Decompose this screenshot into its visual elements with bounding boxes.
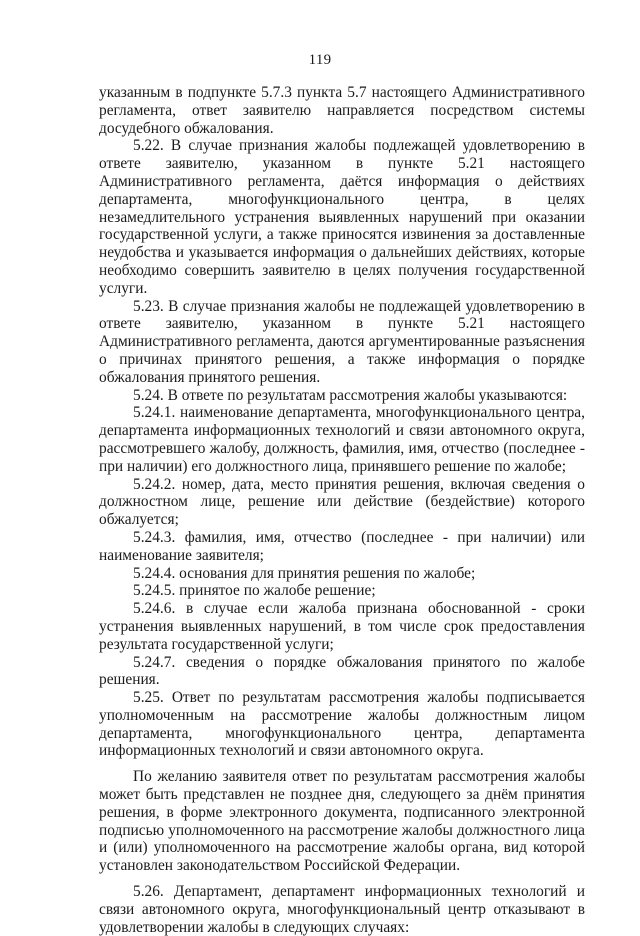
paragraph-5-24-2: 5.24.2. номер, дата, место принятия решения, включая сведения о должностном лице, решение или действие (бездействие) которого обжалуется; <box>99 475 585 529</box>
paragraph-5-22: 5.22. В случае признания жалобы подлежащей удовлетворению в ответе заявителю, указанном в пункте 5.21 настоящего Административного регламента, даётся информация о действиях департамента, многофункционального центра, в целях незамедлительного устранения выявленных нарушений при оказании государственной услуги, а также приносятся извинения за доставленные неудобства и указывается информация о дальнейших действиях, которые необходимо совершить заявителю в целях получения государственной услуги. <box>99 137 585 297</box>
paragraph-5-26: 5.26. Департамент, департамент информационных технологий и связи автономного округа, многофункциональный центр отказывают в удовлетворении жалобы в следующих случаях: <box>99 883 585 936</box>
paragraph-5-24: 5.24. В ответе по результатам рассмотрения жалобы указываются: <box>133 386 568 404</box>
paragraph-5-24-7: 5.24.7. сведения о порядке обжалования принятого по жалобе решения. <box>99 653 585 689</box>
paragraph-5-24-6: 5.24.6. в случае если жалоба признана обоснованной - сроки устранения выявленных нарушений, в том числе срок предоставления результата государственной услуги; <box>99 600 585 653</box>
paragraph-continuation: указанным в подпункте 5.7.3 пункта 5.7 настоящего Административного регламента, ответ заявителю направляется посредством системы досудебного обжалования. <box>99 84 585 137</box>
page-number: 119 <box>308 52 332 68</box>
document-body <box>99 84 585 936</box>
paragraph-5-24-4: 5.24.4. основания для принятия решения по жалобе; <box>133 564 476 582</box>
paragraph-electronic-response: По желанию заявителя ответ по результатам рассмотрения жалобы может быть представлен не позднее дня, следующего за днём принятия решения, в форме электронного документа, подписанного электронной подписью уполномоченного на рассмотрение жалобы должностного лица и (или) уполномоченного на рассмотрение жалобы органа, вид которой установлен законодательством Российской Федерации. <box>99 768 585 875</box>
paragraph-5-25: 5.25. Ответ по результатам рассмотрения жалобы подписывается уполномоченным на рассмотрение жалобы должностным лицом департамента, многофункционального центра, департамента информационных технологий и связи автономного округа. <box>99 689 585 760</box>
paragraph-5-24-5: 5.24.5. принятое по жалобе решение; <box>133 582 376 600</box>
paragraph-5-23: 5.23. В случае признания жалобы не подлежащей удовлетворению в ответе заявителю, указанном в пункте 5.21 настоящего Административного регламента, даются аргументированные разъяснения о причинах принятого решения, а также информация о порядке обжалования принятого решения. <box>99 297 585 386</box>
paragraph-5-24-3: 5.24.3. фамилия, имя, отчество (последнее - при наличии) или наименование заявителя; <box>99 528 585 564</box>
paragraph-5-24-1: 5.24.1. наименование департамента, многофункционального центра, департамента информационных технологий и связи автономного округа, рассмотревшего жалобу, должность, фамилия, имя, отчество (последнее - при наличии) его должностного лица, принявшего решение по жалобе; <box>99 404 585 475</box>
